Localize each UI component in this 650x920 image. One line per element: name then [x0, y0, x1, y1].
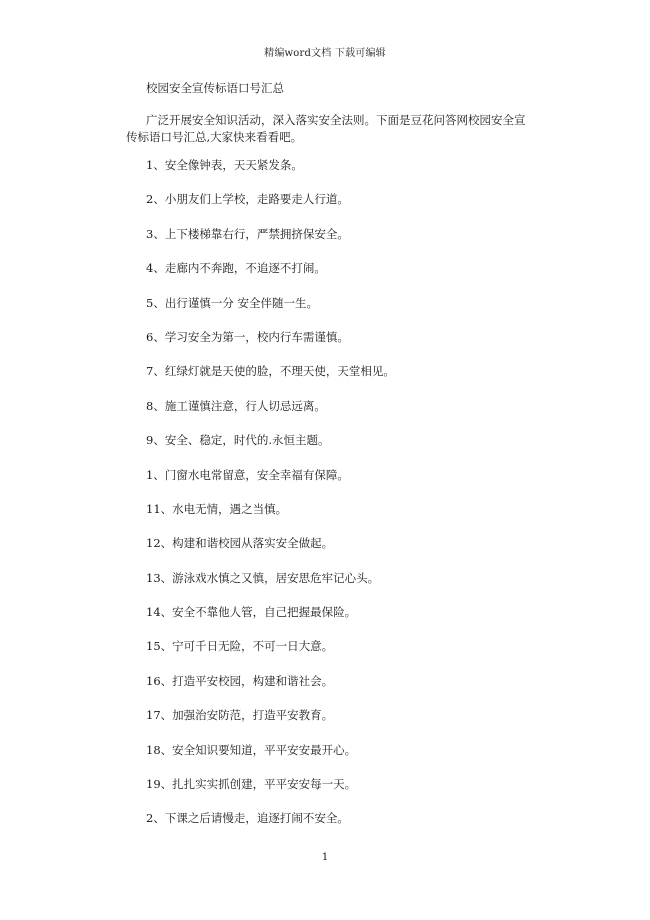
document-body: [126, 80, 526, 845]
slogan-item: 13、游泳戏水慎之又慎，居安思危牢记心头。: [146, 570, 380, 585]
slogan-item: 5、出行谨慎一分 安全伴随一生。: [146, 295, 318, 310]
slogan-item: 12、构建和谐校园从落实安全做起。: [146, 536, 334, 551]
intro-paragraph: 广泛开展安全知识活动，深入落实安全法则。下面是豆花问答网校园安全宣传标语口号汇总,大家快来看看吧。: [126, 113, 526, 144]
slogan-item: 11、水电无情，遇之当慎。: [146, 501, 288, 516]
slogan-item: 16、打造平安校园，构建和谐社会。: [146, 673, 334, 688]
slogan-item: 7、红绿灯就是天使的脸，不理天使，天堂相见。: [146, 364, 395, 379]
page-number: 1: [321, 852, 329, 863]
page-header: 精编word文档 下载可编辑: [264, 48, 386, 59]
slogan-item: 18、安全知识要知道，平平安安最开心。: [146, 742, 357, 757]
slogan-item: 1、安全像钟表，天天紧发条。: [146, 158, 303, 172]
slogan-item: 6、学习安全为第一，校内行车需谨慎。: [146, 329, 349, 344]
slogan-item: 15、宁可千日无险，不可一日大意。: [146, 639, 334, 654]
slogan-item: 1、门窗水电常留意，安全幸福有保障。: [146, 467, 349, 482]
slogan-item: 17、加强治安防范，打造平安教育。: [146, 708, 334, 723]
slogan-item: 2、下课之后请慢走，追逐打闹不安全。: [146, 811, 349, 826]
document-title: 校园安全宣传标语口号汇总: [146, 81, 284, 95]
slogan-item: 9、安全、稳定，时代的.永恒主题。: [146, 433, 330, 448]
slogan-list: [126, 157, 526, 845]
slogan-item: 3、上下楼梯靠右行，严禁拥挤保安全。: [146, 226, 349, 241]
slogan-item: 4、走廊内不奔跑，不追逐不打闹。: [146, 261, 326, 276]
slogan-item: 8、施工谨慎注意，行人切忌远离。: [146, 398, 326, 413]
slogan-item: 14、安全不靠他人管，自己把握最保险。: [146, 605, 357, 620]
slogan-item: 19、扎扎实实抓创建，平平安安每一天。: [146, 777, 357, 792]
slogan-item: 2、小朋友们上学校，走路要走人行道。: [146, 192, 349, 207]
